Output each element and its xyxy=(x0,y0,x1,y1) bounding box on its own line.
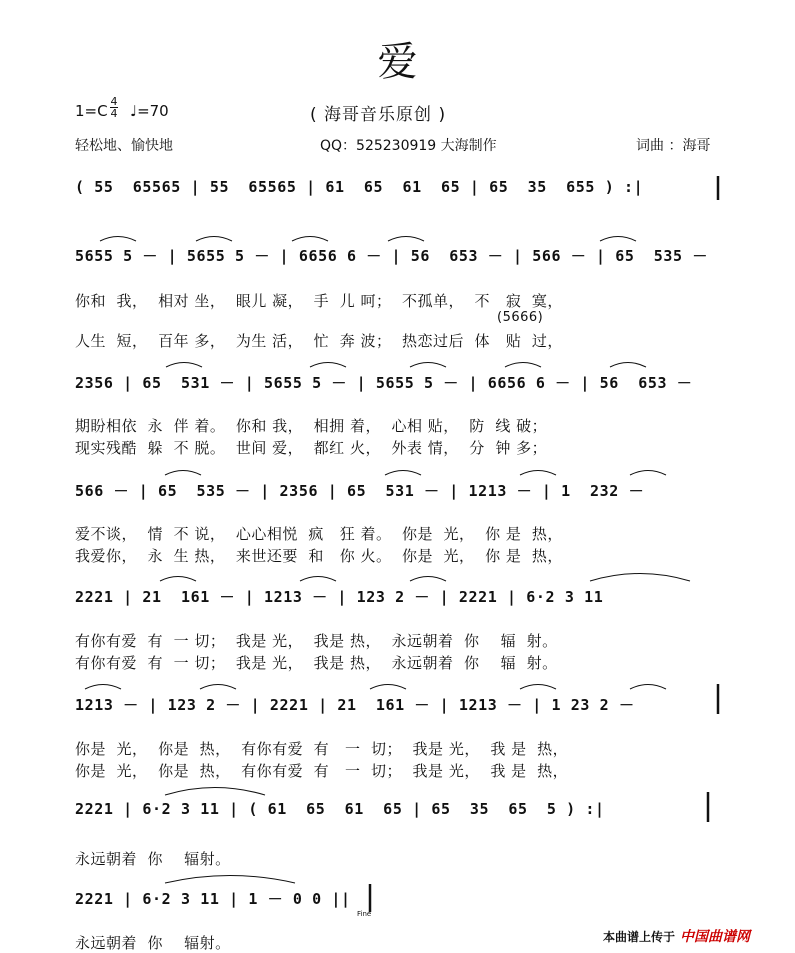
key-signature: 1=C xyxy=(75,102,108,120)
notation-row-3: 2356 | 65 531 － | 5655 5 － | 5655 5 － | 6656 6 － | 56 653 － xyxy=(75,374,693,392)
composer-credit: 词曲 ：海哥 xyxy=(636,138,711,154)
qq-info: QQ：525230919 大海制作 xyxy=(320,138,497,154)
slur xyxy=(85,685,121,690)
tempo-marking: ♩=70 xyxy=(130,102,169,120)
lyric-row-2-verse-2: 人生 短， 百年 多， 为生 活， 忙 奔 波； 热恋过后 体 贴 过， xyxy=(75,332,563,350)
slur xyxy=(165,876,295,884)
song-title: 爱 xyxy=(377,39,418,85)
lyric-hint: (5666) xyxy=(497,310,544,325)
slur xyxy=(410,577,446,582)
slur xyxy=(166,363,202,368)
notation-row-4: 566 － | 65 535 － | 2356 | 65 531 － | 1213 － | 1 232 － xyxy=(75,482,645,500)
notation-row-2: 5655 5 － | 5655 5 － | 6656 6 － | 56 653 － | 566 － | 65 535 － xyxy=(75,247,708,265)
lyric-row-6-verse-2: 你是 光， 你是 热， 有你有爱 有 一 切； 我是 光， 我 是 热， xyxy=(75,762,569,780)
notation-row-8: 2221 | 6·2 3 11 | 1 － 0 0 || xyxy=(75,890,351,908)
slur xyxy=(520,685,556,690)
slur xyxy=(165,788,265,796)
lyric-row-3-verse-2: 现实残酷 躲 不 脱。 世间 爱， 都红 火， 外表 情， 分 钟 多； xyxy=(75,439,548,457)
notation-row-1: ( 55 65565 | 55 65565 | 61 65 61 65 | 65 35 655 ) :| xyxy=(75,178,644,196)
slur xyxy=(196,237,232,242)
slur xyxy=(520,471,556,476)
notation-row-5: 2221 | 21 161 － | 1213 － | 123 2 － | 2221 | 6·2 3 11 xyxy=(75,588,604,606)
slur xyxy=(370,685,406,690)
time-signature-bottom: 4 xyxy=(110,107,118,120)
slur xyxy=(410,363,446,368)
notation-row-6: 1213 － | 123 2 － | 2221 | 21 161 － | 1213 － | 1 23 2 － xyxy=(75,696,635,714)
lyric-row-7: 永远朝着 你 辐射。 xyxy=(75,850,231,868)
slur xyxy=(300,577,336,582)
lyric-row-6-verse-1: 你是 光， 你是 热， 有你有爱 有 一 切； 我是 光， 我 是 热， xyxy=(75,740,569,758)
slur xyxy=(200,685,236,690)
mood-marking: 轻松地、愉快地 xyxy=(75,138,173,154)
slur xyxy=(505,363,541,368)
lyric-row-8: 永远朝着 你 辐射。 xyxy=(75,934,231,952)
fine-marking: Fine xyxy=(357,910,372,918)
lyric-row-4-verse-2: 我爱你， 永 生 热， 来世还要 和 你 火。 你是 光， 你 是 热， xyxy=(75,547,563,565)
lyric-row-3-verse-1: 期盼相依 永 伴 着。 你和 我， 相拥 着， 心相 贴， 防 线 破； xyxy=(75,417,548,435)
site-logo[interactable]: 中国曲谱网 xyxy=(680,929,750,945)
song-subtitle: ( 海哥音乐原创 ) xyxy=(310,105,447,125)
slur xyxy=(385,471,421,476)
lyric-row-4-verse-1: 爱不谈， 情 不 说， 心心相悦 疯 狂 着。 你是 光， 你 是 热， xyxy=(75,525,563,543)
slur xyxy=(160,577,196,582)
lyric-row-2-verse-1: 你和 我， 相对 坐， 眼儿 凝， 手 儿 呵； 不孤单， 不 寂 寞， xyxy=(75,292,563,310)
slur xyxy=(310,363,346,368)
slur xyxy=(630,471,666,476)
upload-note: 本曲谱上传于 xyxy=(602,930,675,944)
time-signature-top: 4 xyxy=(110,95,118,108)
lyric-row-5-verse-2: 有你有爱 有 一 切； 我是 光， 我是 热， 永远朝着 你 辐 射。 xyxy=(75,654,558,672)
slur xyxy=(165,471,201,476)
lyric-row-5-verse-1: 有你有爱 有 一 切； 我是 光， 我是 热， 永远朝着 你 辐 射。 xyxy=(75,632,558,650)
slur xyxy=(600,237,636,242)
slur xyxy=(630,685,666,690)
slur xyxy=(388,237,424,242)
slur xyxy=(610,363,646,368)
notation-row-7: 2221 | 6·2 3 11 | ( 61 65 61 65 | 65 35 65 5 ) :| xyxy=(75,800,605,818)
slur xyxy=(100,237,136,242)
slur xyxy=(292,237,328,242)
slur xyxy=(590,574,690,582)
